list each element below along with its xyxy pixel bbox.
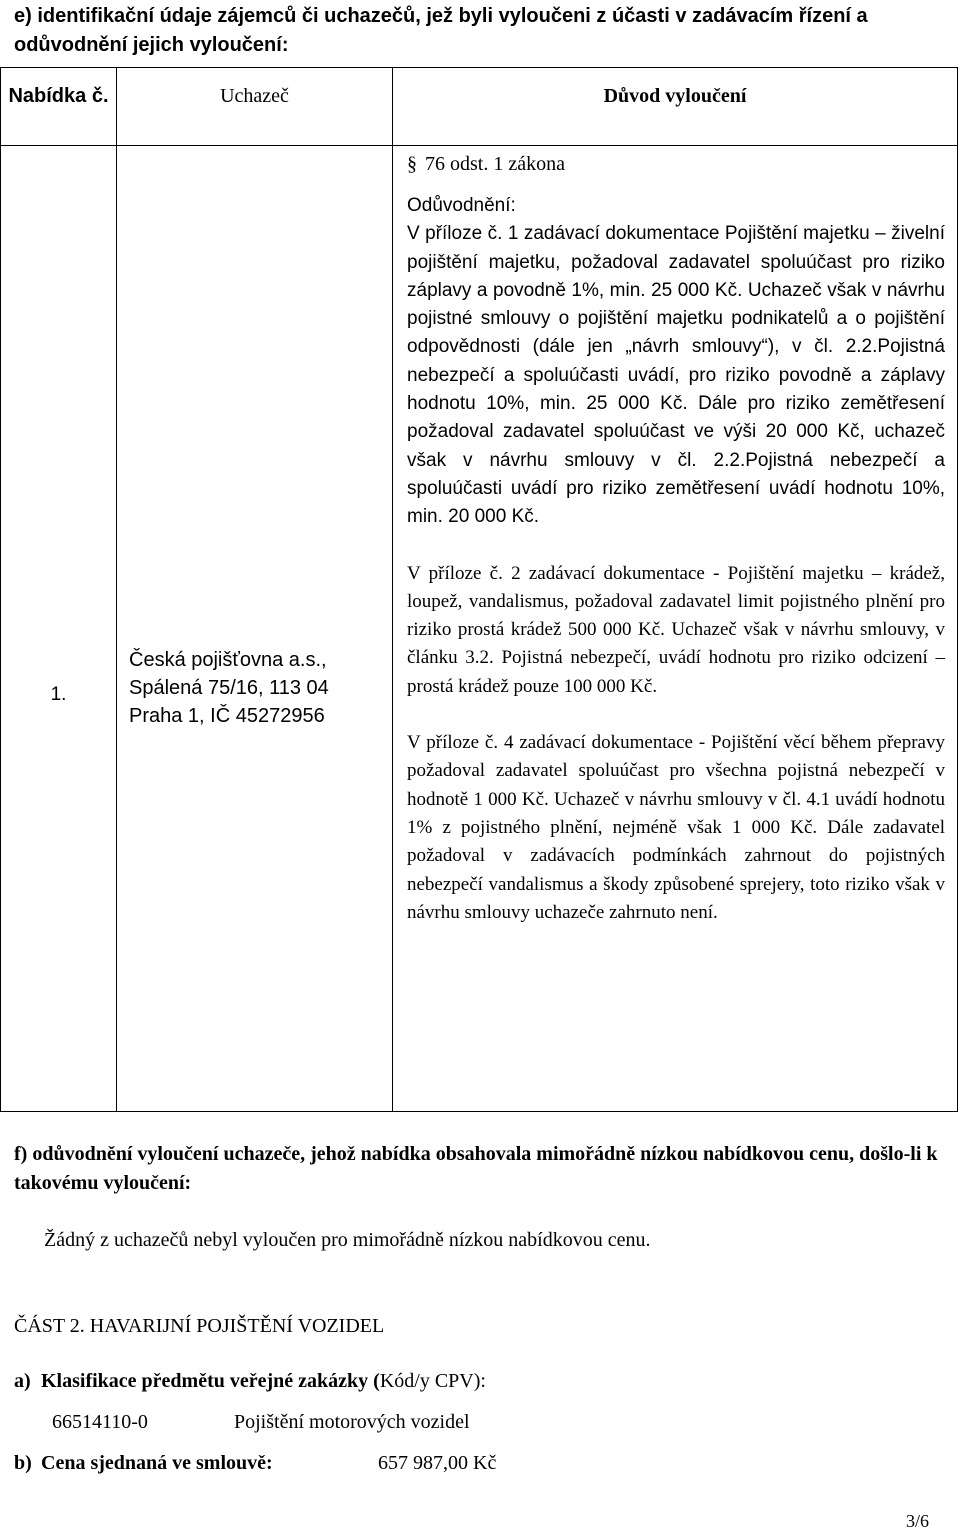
justification xyxy=(407,192,945,927)
justification-paragraph: V příloze č. 1 zadávací dokumentace Pojištění majetku – živelní pojištění majetku, požadoval zadavatel spoluúčast pro riziko záplavy a povodně 1%, min. 25 000 Kč. Uchazeč však v návrhu pojistné smlouvy o pojištění majetku podnikatelů a o pojištění odpovědnosti (dále jen „návrh smlouvy“), v čl. 2.2.Pojistná nebezpečí a spoluúčasti uvádí, pro riziko povodně a záplavy hodnotu 10%, min. 25 000 Kč. Dále pro riziko zemětřesení požadoval zadavatel spoluúčast ve výši 20 000 Kč, uchazeč však v návrhu smlouvy v čl. 2.2.Pojistná nebezpečí a spoluúčasti uvádí pro riziko zemětřesení uvádí hodnotu 10%, min. 20 000 Kč. xyxy=(407,223,945,528)
cpv-heading xyxy=(14,1367,486,1395)
section-f-text: Žádný z uchazečů nebyl vyloučen pro mimořádně nízkou nabídkovou cenu. xyxy=(44,1229,651,1251)
bidder-info xyxy=(129,646,392,730)
price-heading-text: Cena sjednaná ve smlouvě: xyxy=(41,1452,273,1474)
header-offer-no xyxy=(1,68,117,146)
table-row xyxy=(1,146,958,1112)
justification-paragraph: V příloze č. 4 zadávací dokumentace - Pojištění věcí během přepravy požadoval zadavatel spoluúčast pro všechna pojistná nebezpečí v hodnotě 1 000 Kč. Uchazeč v návrhu smlouvy v čl. 4.1 uvádí hodnotu 1% z pojistného plnění, nejméně však 1 000 Kč. Dále zadavatel požadoval v zadávacích podmínkách zahrnout do pojistných nebezpečí vandalismus a škody způsobené sprejery, toto riziko však v návrhu smlouvy uchazeče zahrnuto není. xyxy=(407,732,945,923)
bidder-cell xyxy=(117,146,393,1112)
section-e-heading: e) identifikační údaje zájemců či uchazečů, jež byli vyloučeni z účasti v zadávacím řízení a odůvodnění jejich vyloučení: xyxy=(14,5,868,56)
legal-section-icon: § xyxy=(407,153,417,175)
header-bidder xyxy=(117,68,393,146)
justification-label: Odůvodnění: xyxy=(407,195,516,216)
legal-basis xyxy=(407,150,945,178)
header-reason xyxy=(393,68,958,146)
section-f-heading: f) odůvodnění vyloučení uchazeče, jehož nabídka obsahovala mimořádně nízkou nabídkovou cenu, došlo-li k takovému vyloučení: xyxy=(14,1143,938,1194)
bidder-address: Spálená 75/16, 113 04 xyxy=(129,677,329,699)
legal-basis-text: 76 odst. 1 zákona xyxy=(425,153,565,175)
part2-title: ČÁST 2. HAVARIJNÍ POJIŠTĚNÍ VOZIDEL xyxy=(14,1315,385,1337)
cpv-code: 66514110-0 xyxy=(52,1411,148,1433)
header-bidder-label: Uchazeč xyxy=(220,85,289,107)
reason-cell xyxy=(393,146,958,1112)
bidder-city-id: Praha 1, IČ 45272956 xyxy=(129,705,325,727)
header-offer-no-label: Nabídka č. xyxy=(8,85,109,107)
justification-paragraph: V příloze č. 2 zadávací dokumentace - Pojištění majetku – krádež, loupež, vandalismus, požadoval zadavatel limit pojistného plnění pro riziko prostá krádež 500 000 Kč. Uchazeč však v návrhu smlouvy, v článku 3.2. Pojistná nebezpečí, uvádí hodnotu pro riziko odcizení – prostá krádež pouze 100 000 Kč. xyxy=(407,562,945,697)
excluded-bidders-table xyxy=(0,67,958,1112)
cpv-heading-label: a) xyxy=(14,1370,31,1392)
cpv-heading-text: Klasifikace předmětu veřejné zakázky ( xyxy=(41,1370,380,1392)
table-header-row xyxy=(1,68,958,146)
bidder-name: Česká pojišťovna a.s., xyxy=(129,649,327,671)
cpv-heading-tail: Kód/y CPV): xyxy=(379,1370,486,1392)
contract-price: 657 987,00 Kč xyxy=(378,1452,497,1474)
offer-number-cell xyxy=(1,146,117,1112)
price-heading xyxy=(14,1449,273,1477)
price-heading-label: b) xyxy=(14,1452,32,1474)
page-number: 3/6 xyxy=(906,1511,930,1531)
offer-number: 1. xyxy=(50,684,67,705)
header-reason-label: Důvod vyloučení xyxy=(603,85,747,107)
cpv-name: Pojištění motorových vozidel xyxy=(234,1411,470,1433)
